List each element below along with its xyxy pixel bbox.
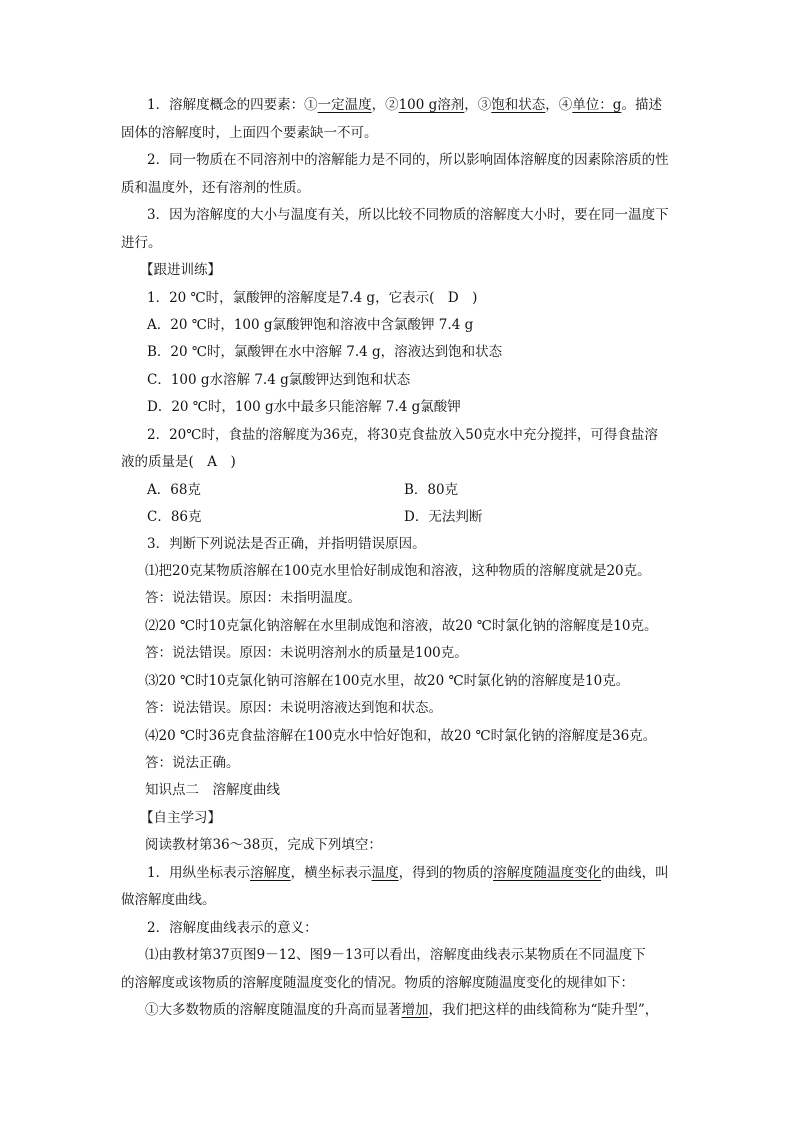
question-1-option-a: A．20 ℃时，100 g氯酸钾饱和溶液中含氯酸钾 7.4 g <box>147 317 474 333</box>
s2-item-2-2-line-1 <box>145 998 794 1022</box>
question-1-option-d: D．20 ℃时，100 g水中最多只能溶解 7.4 g氯酸钾 <box>147 399 461 415</box>
question-2-option-b: B．80克 <box>404 482 459 498</box>
question-3-4: ⑷20 ℃时36克食盐溶解在100克水中恰好饱和，故20 ℃时氯化钠的溶解度是36克。 <box>145 728 657 744</box>
training-heading: 【跟进训练】 <box>140 262 221 278</box>
text: ，横坐标表示 <box>290 865 372 881</box>
text: ，③ <box>464 97 492 113</box>
s2-item-1-line-1 <box>147 861 794 885</box>
question-3-4-answer: 答：说法正确。 <box>145 755 240 771</box>
item-3-line-1: 3．因为溶解度的大小与温度有关，所以比较不同物质的溶解度大小时，要在同一温度下 <box>147 207 669 223</box>
item-1-line-2: 固体的溶解度时，上面四个要素缺一不可。 <box>121 125 378 141</box>
item-1-line-1 <box>147 93 794 117</box>
question-3-1-answer: 答：说法错误。原因：未指明温度。 <box>145 590 361 606</box>
question-1: 1．20 ℃时，氯酸钾的溶解度是7.4 g，它表示( D ) <box>147 290 478 306</box>
answer-blank: 温度 <box>371 865 399 881</box>
answer-blank: 单位：g <box>572 97 622 113</box>
answer-blank: 饱和状态 <box>491 97 546 113</box>
s2-item-1-line-2: 做溶解度曲线。 <box>121 892 216 908</box>
answer-blank: 增加 <box>401 1002 429 1018</box>
text: 1．溶解度概念的四要素：① <box>147 97 318 113</box>
answer-blank: 一定温度 <box>317 97 372 113</box>
text: 。描述 <box>621 97 662 113</box>
s2-item-2-1-line-2: 的溶解度或该物质的溶解度随温度变化的情况。物质的溶解度随温度变化的规律如下： <box>121 975 634 991</box>
text: ，② <box>371 97 399 113</box>
question-2-option-a: A．68克 <box>147 482 201 498</box>
item-3-line-2: 进行。 <box>121 235 162 251</box>
question-2-line-1: 2．20℃时，食盐的溶解度为36克，将30克食盐放入50克水中充分搅拌，可得食盐溶 <box>147 427 658 443</box>
question-2-option-c: C．86克 <box>147 509 202 525</box>
text: ①大多数物质的溶解度随温度的升高而显著 <box>145 1002 402 1018</box>
question-1-option-c: C．100 g水溶解 7.4 g氯酸钾达到饱和状态 <box>147 372 411 388</box>
text: ，我们把这样的曲线简称为“陡升型”， <box>428 1002 659 1018</box>
question-3-3: ⑶20 ℃时10克氯化钠可溶解在100克水里，故20 ℃时氯化钠的溶解度是10克。 <box>145 673 630 689</box>
question-3-2: ⑵20 ℃时10克氯化钠溶解在水里制成饱和溶液，故20 ℃时氯化钠的溶解度是10克。 <box>145 618 658 634</box>
s2-item-2-1-line-1: ⑴由教材第37页图9－12、图9－13可以看出，溶解度曲线表示某物质在不同温度下 <box>145 947 646 963</box>
section-2-title: 知识点二 溶解度曲线 <box>145 782 280 798</box>
question-3: 3．判断下列说法是否正确，并指明错误原因。 <box>147 536 426 552</box>
question-2-option-d: D．无法判断 <box>404 509 483 525</box>
answer-blank: 溶解度 <box>493 865 534 881</box>
answer-blank: 溶解度 <box>250 865 291 881</box>
text: 1．用纵坐标表示 <box>147 865 251 881</box>
self-study-heading: 【自主学习】 <box>140 810 221 826</box>
text: ，得到的物质的 <box>398 865 494 881</box>
text: 的曲线，叫 <box>601 865 669 881</box>
item-2-line-1: 2．同一物质在不同溶剂中的溶解能力是不同的，所以影响固体溶解度的因素除溶质的性 <box>147 152 669 168</box>
item-2-line-2: 质和温度外，还有溶剂的性质。 <box>121 180 310 196</box>
answer-blank: 随温度变化 <box>533 865 602 881</box>
question-3-2-answer: 答：说法错误。原因：未说明溶剂水的质量是100克。 <box>145 645 468 661</box>
reading-instruction: 阅读教材第36～38页，完成下列填空： <box>145 837 382 853</box>
s2-item-2: 2．溶解度曲线表示的意义： <box>147 920 318 936</box>
question-1-option-b: B．20 ℃时，氯酸钾在水中溶解 7.4 g，溶液达到饱和状态 <box>147 344 503 360</box>
question-3-1: ⑴把20克某物质溶解在100克水里恰好制成饱和溶液，这种物质的溶解度就是20克。 <box>145 563 651 579</box>
question-3-3-answer: 答：说法错误。原因：未说明溶液达到饱和状态。 <box>145 700 442 716</box>
answer-blank: 100 g溶剂 <box>398 97 465 113</box>
question-2-line-2: 液的质量是( A ) <box>121 454 236 470</box>
text: ，④ <box>545 97 573 113</box>
